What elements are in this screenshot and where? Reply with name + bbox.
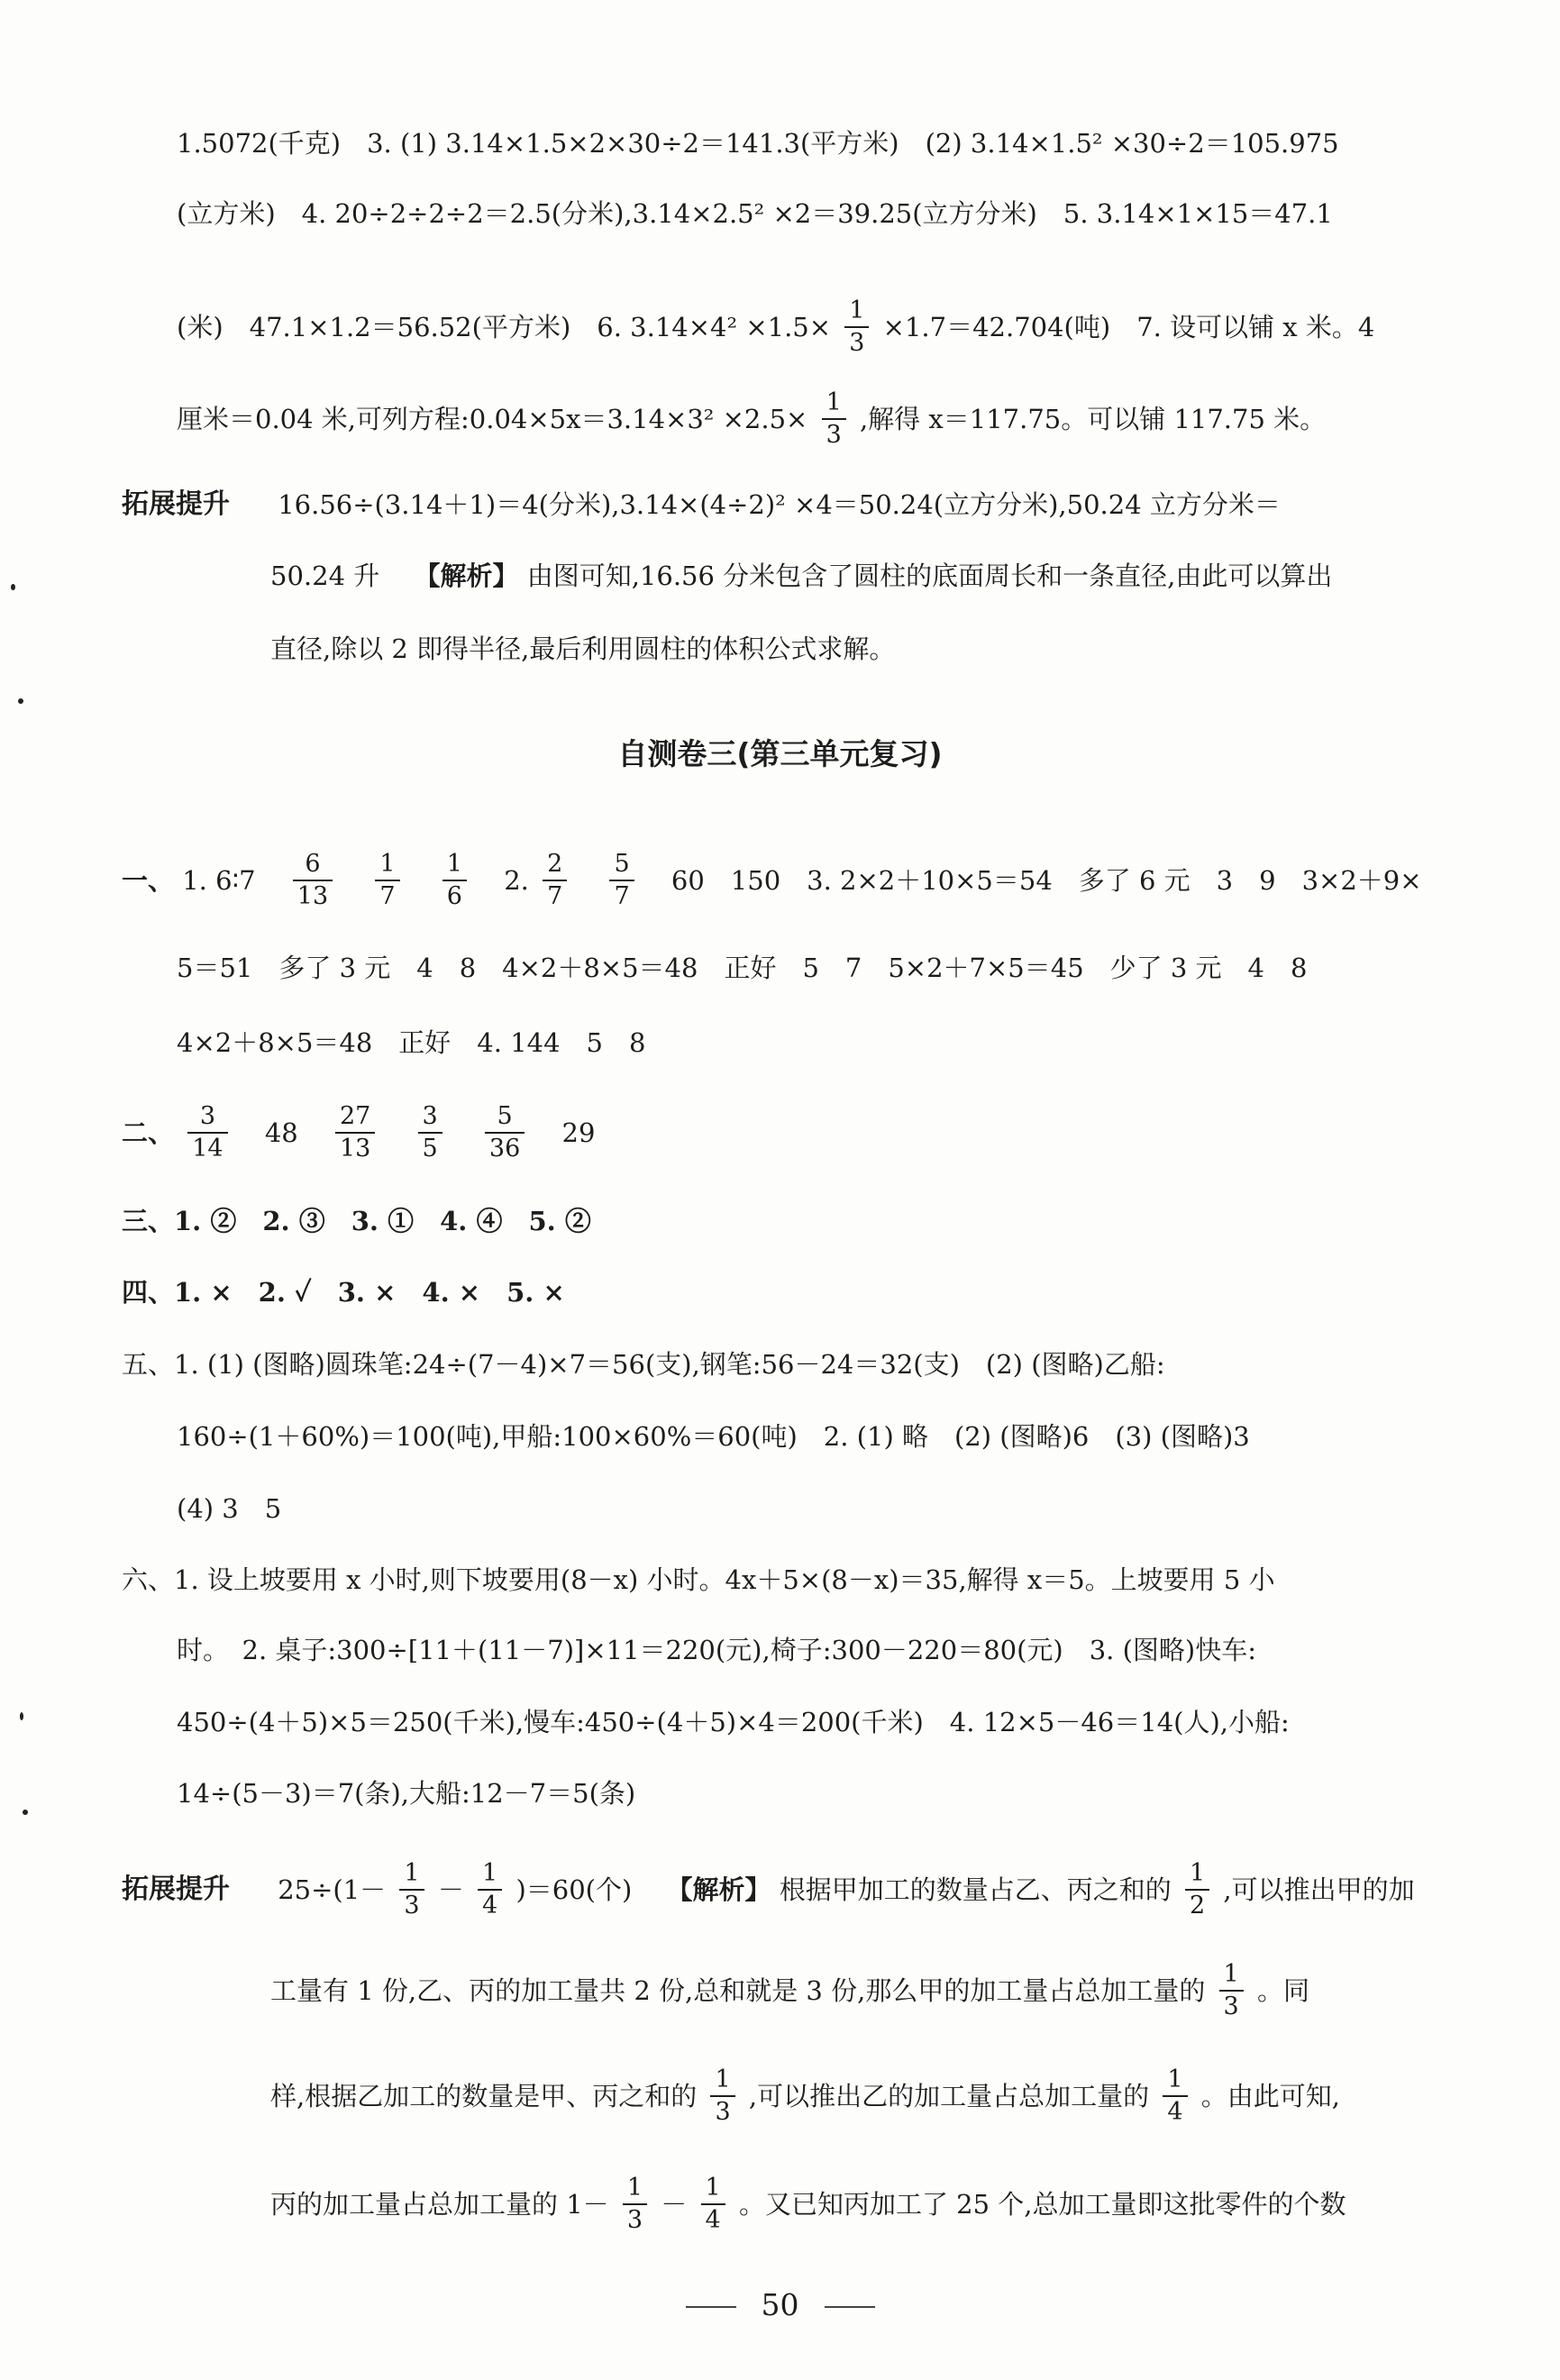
section-4-line: 四、1. × 2. ✓ 3. × 4. × 5. × [122, 1277, 565, 1308]
fraction: $\frac{27}{13}$ [335, 1101, 375, 1164]
fraction: $\frac{3}{5}$ [418, 1101, 442, 1164]
fraction: $\frac{1}{3}$ [710, 2065, 734, 2128]
extension-line-3: 直径,除以 2 即得半径,最后利用圆柱的体积公式求解。 [270, 634, 896, 664]
section-5-line-1: 五、1. (1) (图略)圆珠笔:24÷(7－4)×7＝56(支),钢笔:56－24＝32(支) (2) (图略)乙船: [122, 1349, 1165, 1380]
section-1-line-2: 5＝51 多了 3 元 4 8 4×2＋8×5＝48 正好 5 7 5×2＋7×5＝45 少了 3 元 4 8 [177, 953, 1308, 983]
fraction: $\frac{1}{4}$ [1163, 2065, 1187, 2128]
fraction: $\frac{1}{2}$ [1185, 1858, 1209, 1921]
fraction: $\frac{6}{13}$ [293, 849, 333, 912]
fraction: $\frac{1}{3}$ [822, 388, 846, 451]
extension-label: 拓展提升 [122, 488, 230, 520]
fraction: $\frac{3}{14}$ [187, 1101, 227, 1164]
fraction: $\frac{1}{4}$ [478, 1858, 502, 1921]
analysis-tag: 【解析】 [414, 561, 519, 591]
extension2-line-4: 丙的加工量占总加工量的 1－ $\frac{1}{3}$ － $\frac{1}{4}$ 。又已知丙加工了 25 个,总加工量即这批零件的个数 [270, 2174, 1346, 2234]
scan-speck [18, 698, 23, 704]
section-6-line-3: 450÷(4＋5)×5＝250(千米),慢车:450÷(4＋5)×4＝200(千米) 4. 12×5－46＝14(人),小船: [177, 1707, 1290, 1737]
fraction: $\frac{1}{3}$ [1219, 1959, 1244, 2022]
fraction: $\frac{5}{7}$ [609, 849, 634, 912]
scan-speck [20, 1712, 23, 1720]
section-1-line-3: 4×2＋8×5＝48 正好 4. 144 5 8 [177, 1027, 646, 1058]
extension2-line-1: 拓展提升 25÷(1－ $\frac{1}{3}$ － $\frac{1}{4}$ )＝60(个) 【解析】 根据甲加工的数量占乙、丙之和的 $\frac{1}{2}$ ,可以推出甲的加 [122, 1847, 1415, 1929]
section-6-line-2: 时。 2. 桌子:300÷[11＋(11－7)]×11＝220(元),椅子:300－220＝80(元) 3. (图略)快车: [177, 1635, 1257, 1665]
scan-speck [11, 584, 15, 590]
fraction: $\frac{1}{3}$ [399, 1858, 424, 1921]
section-6-line-1: 六、1. 设上坡要用 x 小时,则下坡要用(8－x) 小时。4x＋5×(8－x)＝35,解得 x＝5。上坡要用 5 小 [122, 1564, 1275, 1595]
fraction: $\frac{2}{7}$ [543, 849, 567, 912]
extension-line-2: 50.24 升 【解析】 由图可知,16.56 分米包含了圆柱的底面周长和一条直径,由此可以算出 [270, 556, 1332, 592]
scan-speck [23, 1810, 28, 1815]
section-6-line-4: 14÷(5－3)＝7(条),大船:12－7＝5(条) [177, 1778, 636, 1809]
section-3-line: 三、1. ② 2. ③ 3. ① 4. ④ 5. ② [122, 1206, 591, 1236]
extension2-line-3: 样,根据乙加工的数量是甲、丙之和的 $\frac{1}{3}$ ,可以推出乙的加工量占总加工量的 $\frac{1}{4}$ 。由此可知, [270, 2065, 1340, 2126]
fraction: $\frac{1}{4}$ [701, 2173, 725, 2236]
extension-label: 拓展提升 [122, 1874, 230, 1905]
section-5-line-2: 160÷(1＋60%)＝100(吨),甲船:100×60%＝60(吨) 2. (1) 略 (2) (图略)6 (3) (图略)3 [177, 1421, 1250, 1452]
answer-line-1: 1.5072(千克) 3. (1) 3.14×1.5×2×30÷2＝141.3(平方米) (2) 3.14×1.5² ×30÷2＝105.975 [177, 128, 1339, 159]
section-title: 自测卷三(第三单元复习) [617, 736, 943, 771]
extension-line-1: 拓展提升 16.56÷(3.14＋1)＝4(分米),3.14×(4÷2)² ×4＝50.24(立方分米),50.24 立方分米＝ [122, 485, 1281, 521]
answer-line-3: (米) 47.1×1.2＝56.52(平方米) 6. 3.14×4² ×1.5× $\frac{1}{3}$ ×1.7＝42.704(吨) 7. 设可以铺 x 米。4 [177, 296, 1375, 357]
section-1-line-1: 一、 1. 6∶7 $\frac{6}{13}$ $\frac{1}{7}$ $\frac{1}{6}$ 2. $\frac{2}{7}$ $\frac{5}{7}$ 60 150 3. 2×2＋10×5＝54 多了 6 元 3 9 3×2＋9× [122, 850, 1422, 910]
extension2-line-2: 工量有 1 份,乙、丙的加工量共 2 份,总和就是 3 份,那么甲的加工量占总加工量的 $\frac{1}{3}$ 。同 [270, 1960, 1309, 2020]
section-5-line-3: (4) 3 5 [177, 1493, 282, 1524]
analysis-tag: 【解析】 [666, 1874, 771, 1905]
answer-line-2: (立方米) 4. 20÷2÷2÷2＝2.5(分米),3.14×2.5² ×2＝39.25(立方分米) 5. 3.14×1×15＝47.1 [177, 198, 1333, 229]
answer-line-4: 厘米＝0.04 米,可列方程:0.04×5x＝3.14×3² ×2.5× $\frac{1}{3}$ ,解得 x＝117.75。可以铺 117.75 米。 [177, 388, 1327, 449]
section-2-line: 二、 $\frac{3}{14}$ 48 $\frac{27}{13}$ $\frac{3}{5}$ $\frac{5}{36}$ 29 [122, 1102, 596, 1163]
fraction: $\frac{1}{7}$ [375, 849, 399, 912]
fraction: $\frac{1}{3}$ [623, 2173, 647, 2236]
fraction: $\frac{1}{3}$ [844, 296, 869, 359]
fraction: $\frac{1}{6}$ [442, 849, 467, 912]
page-number: 50 [0, 2287, 1560, 2323]
fraction: $\frac{5}{36}$ [485, 1101, 525, 1164]
